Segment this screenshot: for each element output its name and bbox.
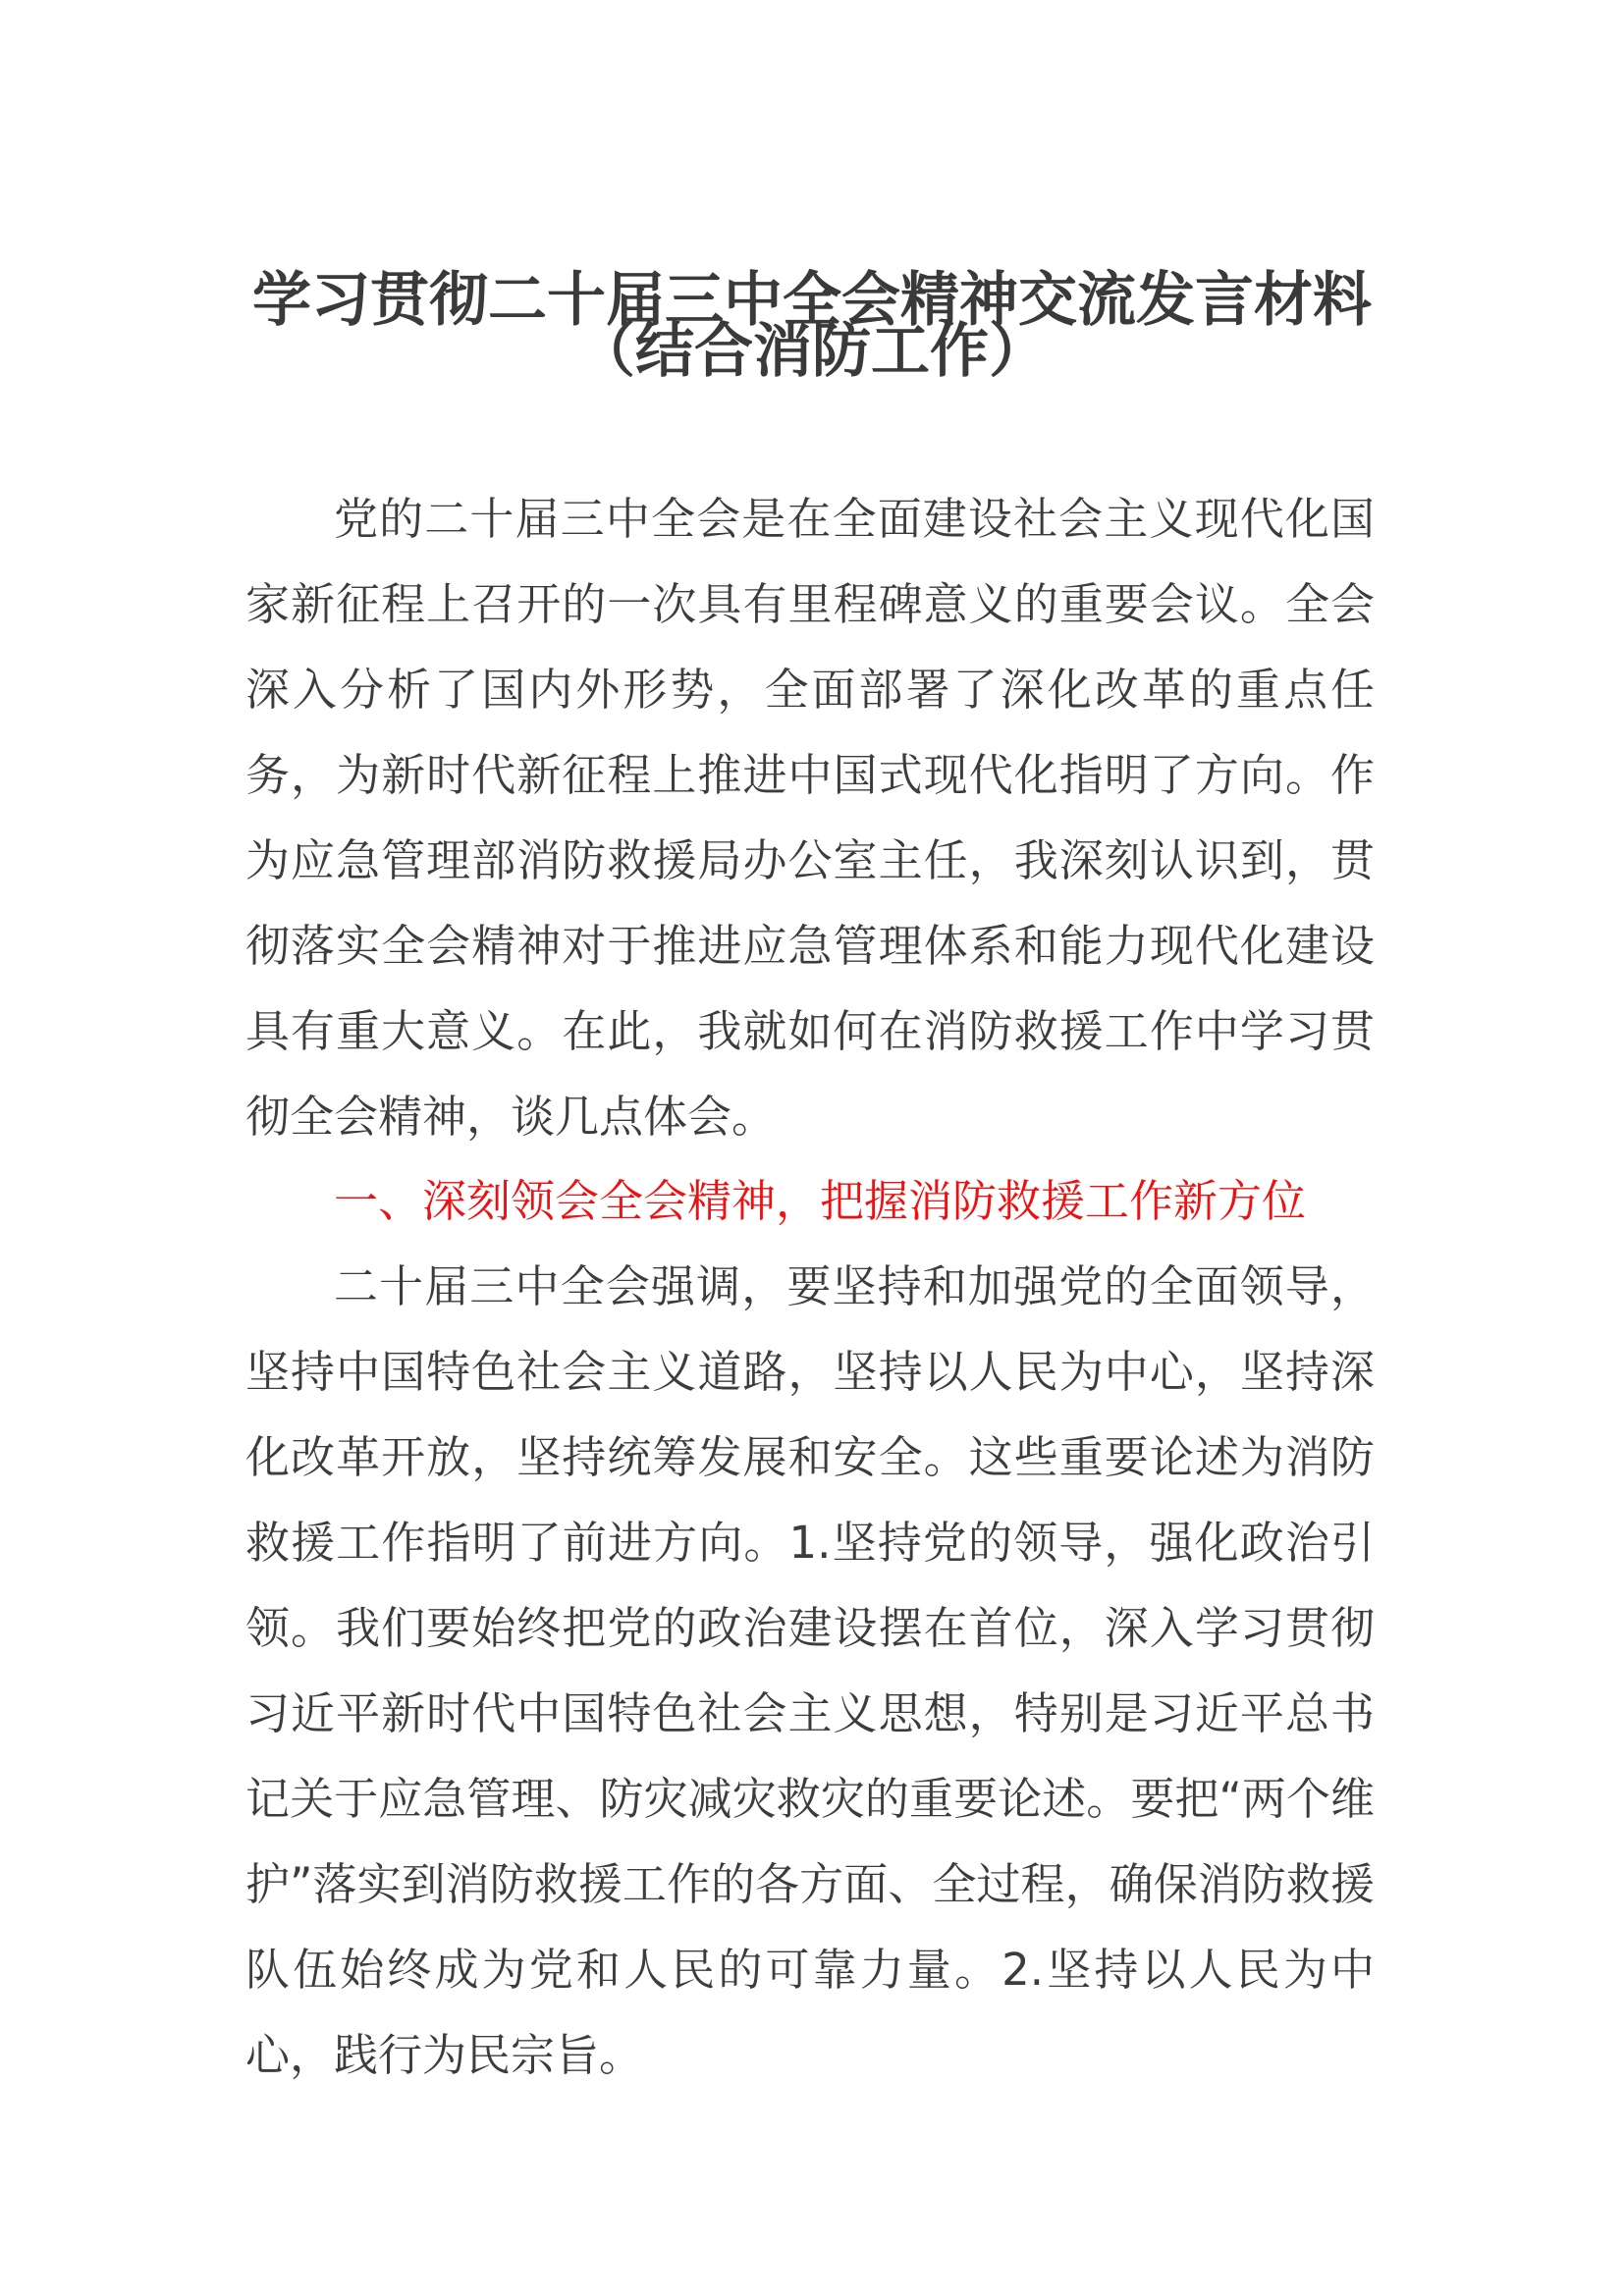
paragraph-intro: 党的二十届三中全会是在全面建设社会主义现代化国家新征程上召开的一次具有里程碑意义的重要会议。全会深入分析了国内外形势，全面部署了深化改革的重点任务，为新时代新征程上推进中国式现代化指明了方向。作为应急管理部消防救援局办公室主任，我深刻认识到，贯彻落实全会精神对于推进应急管理体系和能力现代化建设具有重大意义。在此，我就如何在消防救援工作中学习贯彻全会精神，谈几点体会。 xyxy=(245,493,1375,1143)
section-heading-1: 一、深刻领会全会精神，把握消防救援工作新方位 xyxy=(334,1175,1307,1227)
paragraph-section1: 二十届三中全会强调，要坚持和加强党的全面领导，坚持中国特色社会主义道路，坚持以人民为中心，坚持深化改革开放，坚持统筹发展和安全。这些重要论述为消防救援工作指明了前进方向。1.坚持党的领导，强化政治引领。我们要始终把党的政治建设摆在首位，深入学习贯彻习近平新时代中国特色社会主义思想，特别是习近平总书记关于应急管理、防灾减灾救灾的重要论述。要把“两个维护”落实到消防救援工作的各方面、全过程，确保消防救援队伍始终成为党和人民的可靠力量。2.坚持以人民为中心，践行为民宗旨。 xyxy=(245,1260,1375,2081)
document-title-line1: 学习贯彻二十届三中全会精神交流发言材料 xyxy=(252,266,1372,335)
document-title-line2: （结合消防工作） xyxy=(576,317,1048,386)
